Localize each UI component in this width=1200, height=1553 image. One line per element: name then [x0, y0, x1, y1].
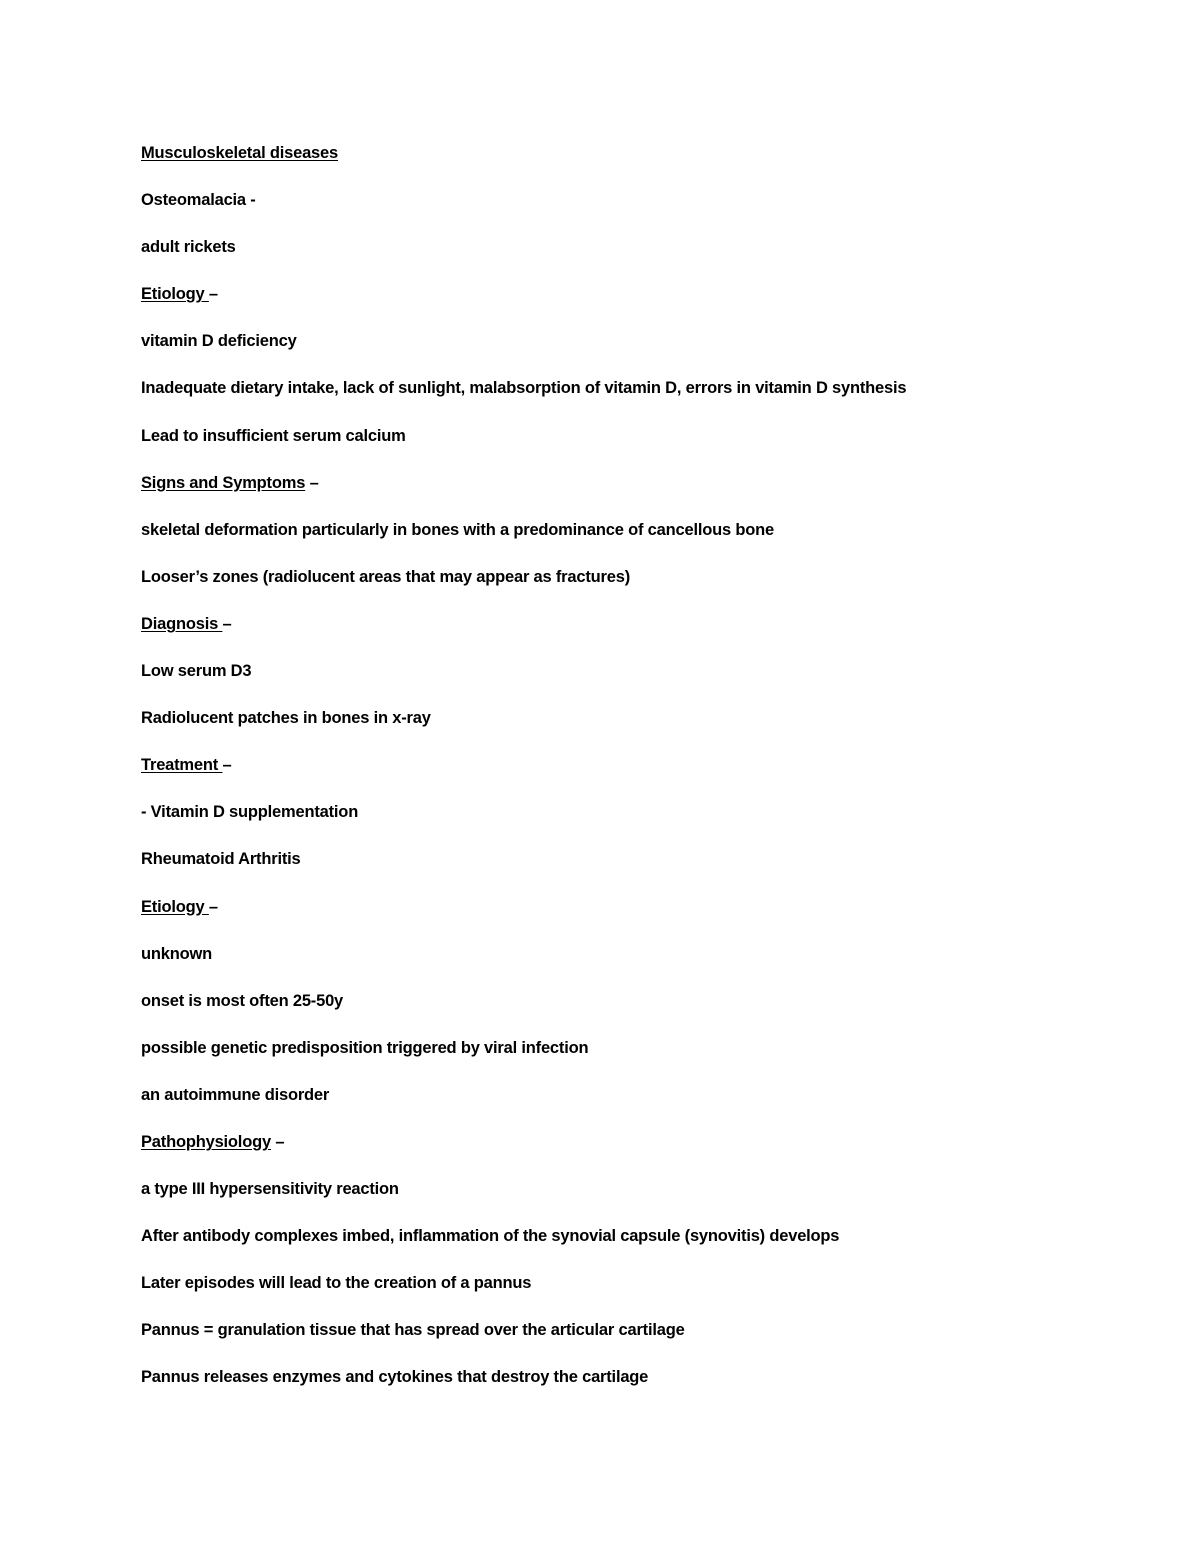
- text-line-content: Looser’s zones (radiolucent areas that may appear as fractures): [141, 567, 630, 586]
- text-line-content: Inadequate dietary intake, lack of sunlight, malabsorption of vitamin D, errors in vitamin D synthesis: [141, 379, 907, 398]
- text-line: [141, 1036, 1101, 1083]
- text-line: [141, 565, 1101, 612]
- subheading-pathophysiology: [141, 1130, 1101, 1177]
- text-line-content: an autoimmune disorder: [141, 1085, 330, 1104]
- document-body: [141, 141, 1101, 1413]
- subheading-dash: –: [208, 285, 218, 304]
- text-line: [141, 1365, 1101, 1412]
- heading-musculoskeletal-diseases: [141, 141, 1101, 188]
- subheading-dash: –: [222, 756, 232, 775]
- text-line-content: Later episodes will lead to the creation of a pannus: [141, 1274, 532, 1293]
- subheading-dash: –: [222, 614, 232, 633]
- text-line: [141, 329, 1101, 376]
- text-line-content: Lead to insufficient serum calcium: [141, 426, 406, 445]
- text-line: [141, 847, 1101, 894]
- subheading-text: Signs and Symptoms: [141, 473, 306, 492]
- text-line: [141, 1083, 1101, 1130]
- text-line: [141, 942, 1101, 989]
- text-line-content: possible genetic predisposition triggered by viral infection: [141, 1038, 589, 1057]
- subheading-text: Treatment: [141, 756, 223, 775]
- text-line-content: unknown: [141, 944, 213, 963]
- text-line-content: skeletal deformation particularly in bones with a predominance of cancellous bone: [141, 520, 774, 539]
- subheading-dash: –: [270, 1132, 285, 1151]
- text-line-content: Rheumatoid Arthritis: [141, 850, 301, 869]
- subheading-etiology: [141, 282, 1101, 329]
- text-line: [141, 1224, 1101, 1271]
- subheading-dash: –: [208, 897, 218, 916]
- text-line: [141, 989, 1101, 1036]
- text-line: [141, 376, 1101, 423]
- text-line: [141, 706, 1101, 753]
- subheading-etiology: [141, 895, 1101, 942]
- text-line-content: adult rickets: [141, 238, 236, 257]
- text-line: [141, 1177, 1101, 1224]
- subheading-treatment: [141, 753, 1101, 800]
- text-line-content: After antibody complexes imbed, inflammation of the synovial capsule (synovitis) develops: [141, 1227, 840, 1246]
- subheading-text: Pathophysiology: [141, 1132, 271, 1151]
- text-line: [141, 235, 1101, 282]
- subheading-text: Diagnosis: [141, 614, 223, 633]
- text-line: [141, 188, 1101, 235]
- text-line: [141, 1271, 1101, 1318]
- text-line: [141, 424, 1101, 471]
- text-line-content: Pannus releases enzymes and cytokines that destroy the cartilage: [141, 1368, 649, 1387]
- text-line: [141, 518, 1101, 565]
- text-line-content: a type III hypersensitivity reaction: [141, 1180, 399, 1199]
- subheading-diagnosis: [141, 612, 1101, 659]
- text-line: [141, 1318, 1101, 1365]
- text-line-content: Osteomalacia -: [141, 191, 256, 210]
- text-line: [141, 800, 1101, 847]
- subheading-text: Etiology: [141, 897, 209, 916]
- subheading-text: Etiology: [141, 285, 209, 304]
- subheading-signs-and-symptoms: [141, 471, 1101, 518]
- text-line-content: onset is most often 25-50y: [141, 991, 344, 1010]
- text-line-content: Radiolucent patches in bones in x-ray: [141, 709, 431, 728]
- text-line: [141, 659, 1101, 706]
- text-line-content: - Vitamin D supplementation: [141, 803, 359, 822]
- subheading-dash: –: [305, 473, 319, 492]
- text-line-content: vitamin D deficiency: [141, 332, 297, 351]
- text-line-content: Low serum D3: [141, 662, 252, 681]
- heading-text: Musculoskeletal diseases: [141, 144, 338, 162]
- text-line-content: Pannus = granulation tissue that has spread over the articular cartilage: [141, 1321, 685, 1340]
